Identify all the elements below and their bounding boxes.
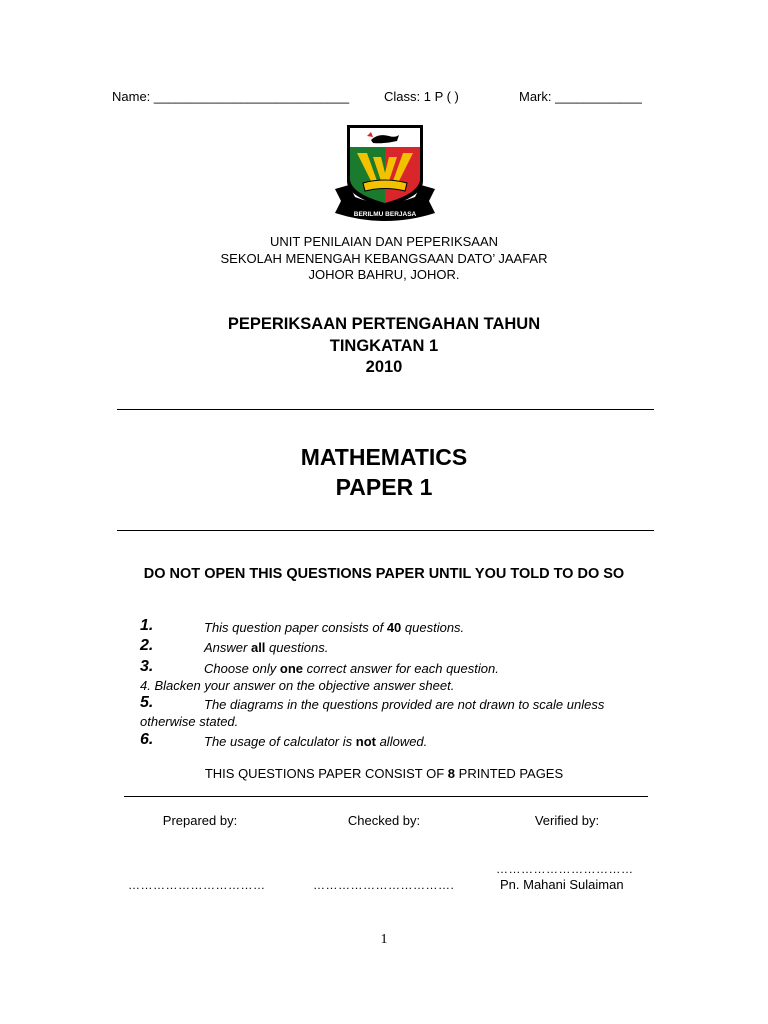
subject-paper: PAPER 1 — [335, 474, 433, 500]
instruction-4: 4. Blacken your answer on the objective answer sheet. — [140, 678, 455, 693]
school-name-line: SEKOLAH MENENGAH KEBANGSAAN DATO’ JAAFAR — [220, 250, 548, 266]
instruction-text: correct answer for each question. — [303, 661, 499, 676]
verified-by-label: Verified by: — [534, 813, 600, 828]
exam-title — [0, 314, 768, 379]
instruction-text: questions. — [265, 640, 329, 655]
school-address-line: JOHOR BAHRU, JOHOR. — [308, 267, 460, 282]
instruction-5-continued: otherwise stated. — [140, 714, 239, 729]
instruction-emphasis: 40 — [386, 620, 402, 635]
exam-year: 2010 — [365, 358, 403, 376]
school-info — [0, 234, 768, 284]
instruction-text: The diagrams in the questions provided are not drawn to scale unless — [204, 697, 605, 712]
divider-top — [117, 409, 654, 410]
subject-name: MATHEMATICS — [300, 444, 468, 470]
subject-title — [0, 442, 768, 502]
prepared-signature-line: …………………………… — [128, 878, 266, 892]
instruction-text: Choose only — [204, 661, 280, 676]
school-crest-logo — [333, 123, 437, 225]
divider-bottom — [124, 796, 648, 797]
instruction-emphasis: all — [250, 640, 266, 655]
page-count-text: PRINTED PAGES — [455, 766, 564, 781]
instruction-text: allowed. — [375, 734, 428, 749]
page-count-note — [0, 766, 768, 781]
instruction-number: 2. — [140, 637, 154, 654]
instruction-number: 1. — [140, 617, 154, 634]
divider-middle — [117, 530, 654, 531]
verified-signature-line: …………………………… — [496, 862, 634, 876]
page-count-text: THIS QUESTIONS PAPER CONSIST OF — [204, 766, 448, 781]
exam-form: TINGKATAN 1 — [329, 336, 439, 355]
warning-notice: DO NOT OPEN THIS QUESTIONS PAPER UNTIL YOU TOLD TO DO SO — [143, 566, 625, 582]
instruction-emphasis: not — [355, 734, 376, 749]
instruction-text: Answer — [204, 640, 251, 655]
mark-field-label: Mark: ____________ — [519, 89, 642, 104]
prepared-by-label: Prepared by: — [162, 813, 238, 828]
instruction-text: The usage of calculator is — [204, 734, 356, 749]
page-number: 1 — [380, 932, 388, 947]
instruction-number: 5. — [140, 694, 154, 711]
checked-signature-line: ……………………………. — [313, 878, 455, 892]
checked-by-label: Checked by: — [347, 813, 421, 828]
crest-motto: BERILMU BERJASA — [353, 211, 417, 218]
verifier-name: Pn. Mahani Sulaiman — [500, 877, 624, 892]
exam-name: PEPERIKSAAN PERTENGAHAN TAHUN — [227, 315, 541, 333]
instruction-text: This question paper consists of — [204, 620, 387, 635]
instruction-number: 3. — [140, 658, 154, 675]
instruction-emphasis: one — [279, 661, 304, 676]
page-count-value: 8 — [447, 766, 456, 781]
instruction-number: 6. — [140, 731, 154, 748]
class-field-label: Class: 1 P ( ) — [384, 89, 459, 104]
name-field-label: Name: ___________________________ — [112, 89, 350, 104]
instruction-text: questions. — [401, 620, 465, 635]
school-unit-line: UNIT PENILAIAN DAN PEPERIKSAAN — [269, 234, 499, 249]
